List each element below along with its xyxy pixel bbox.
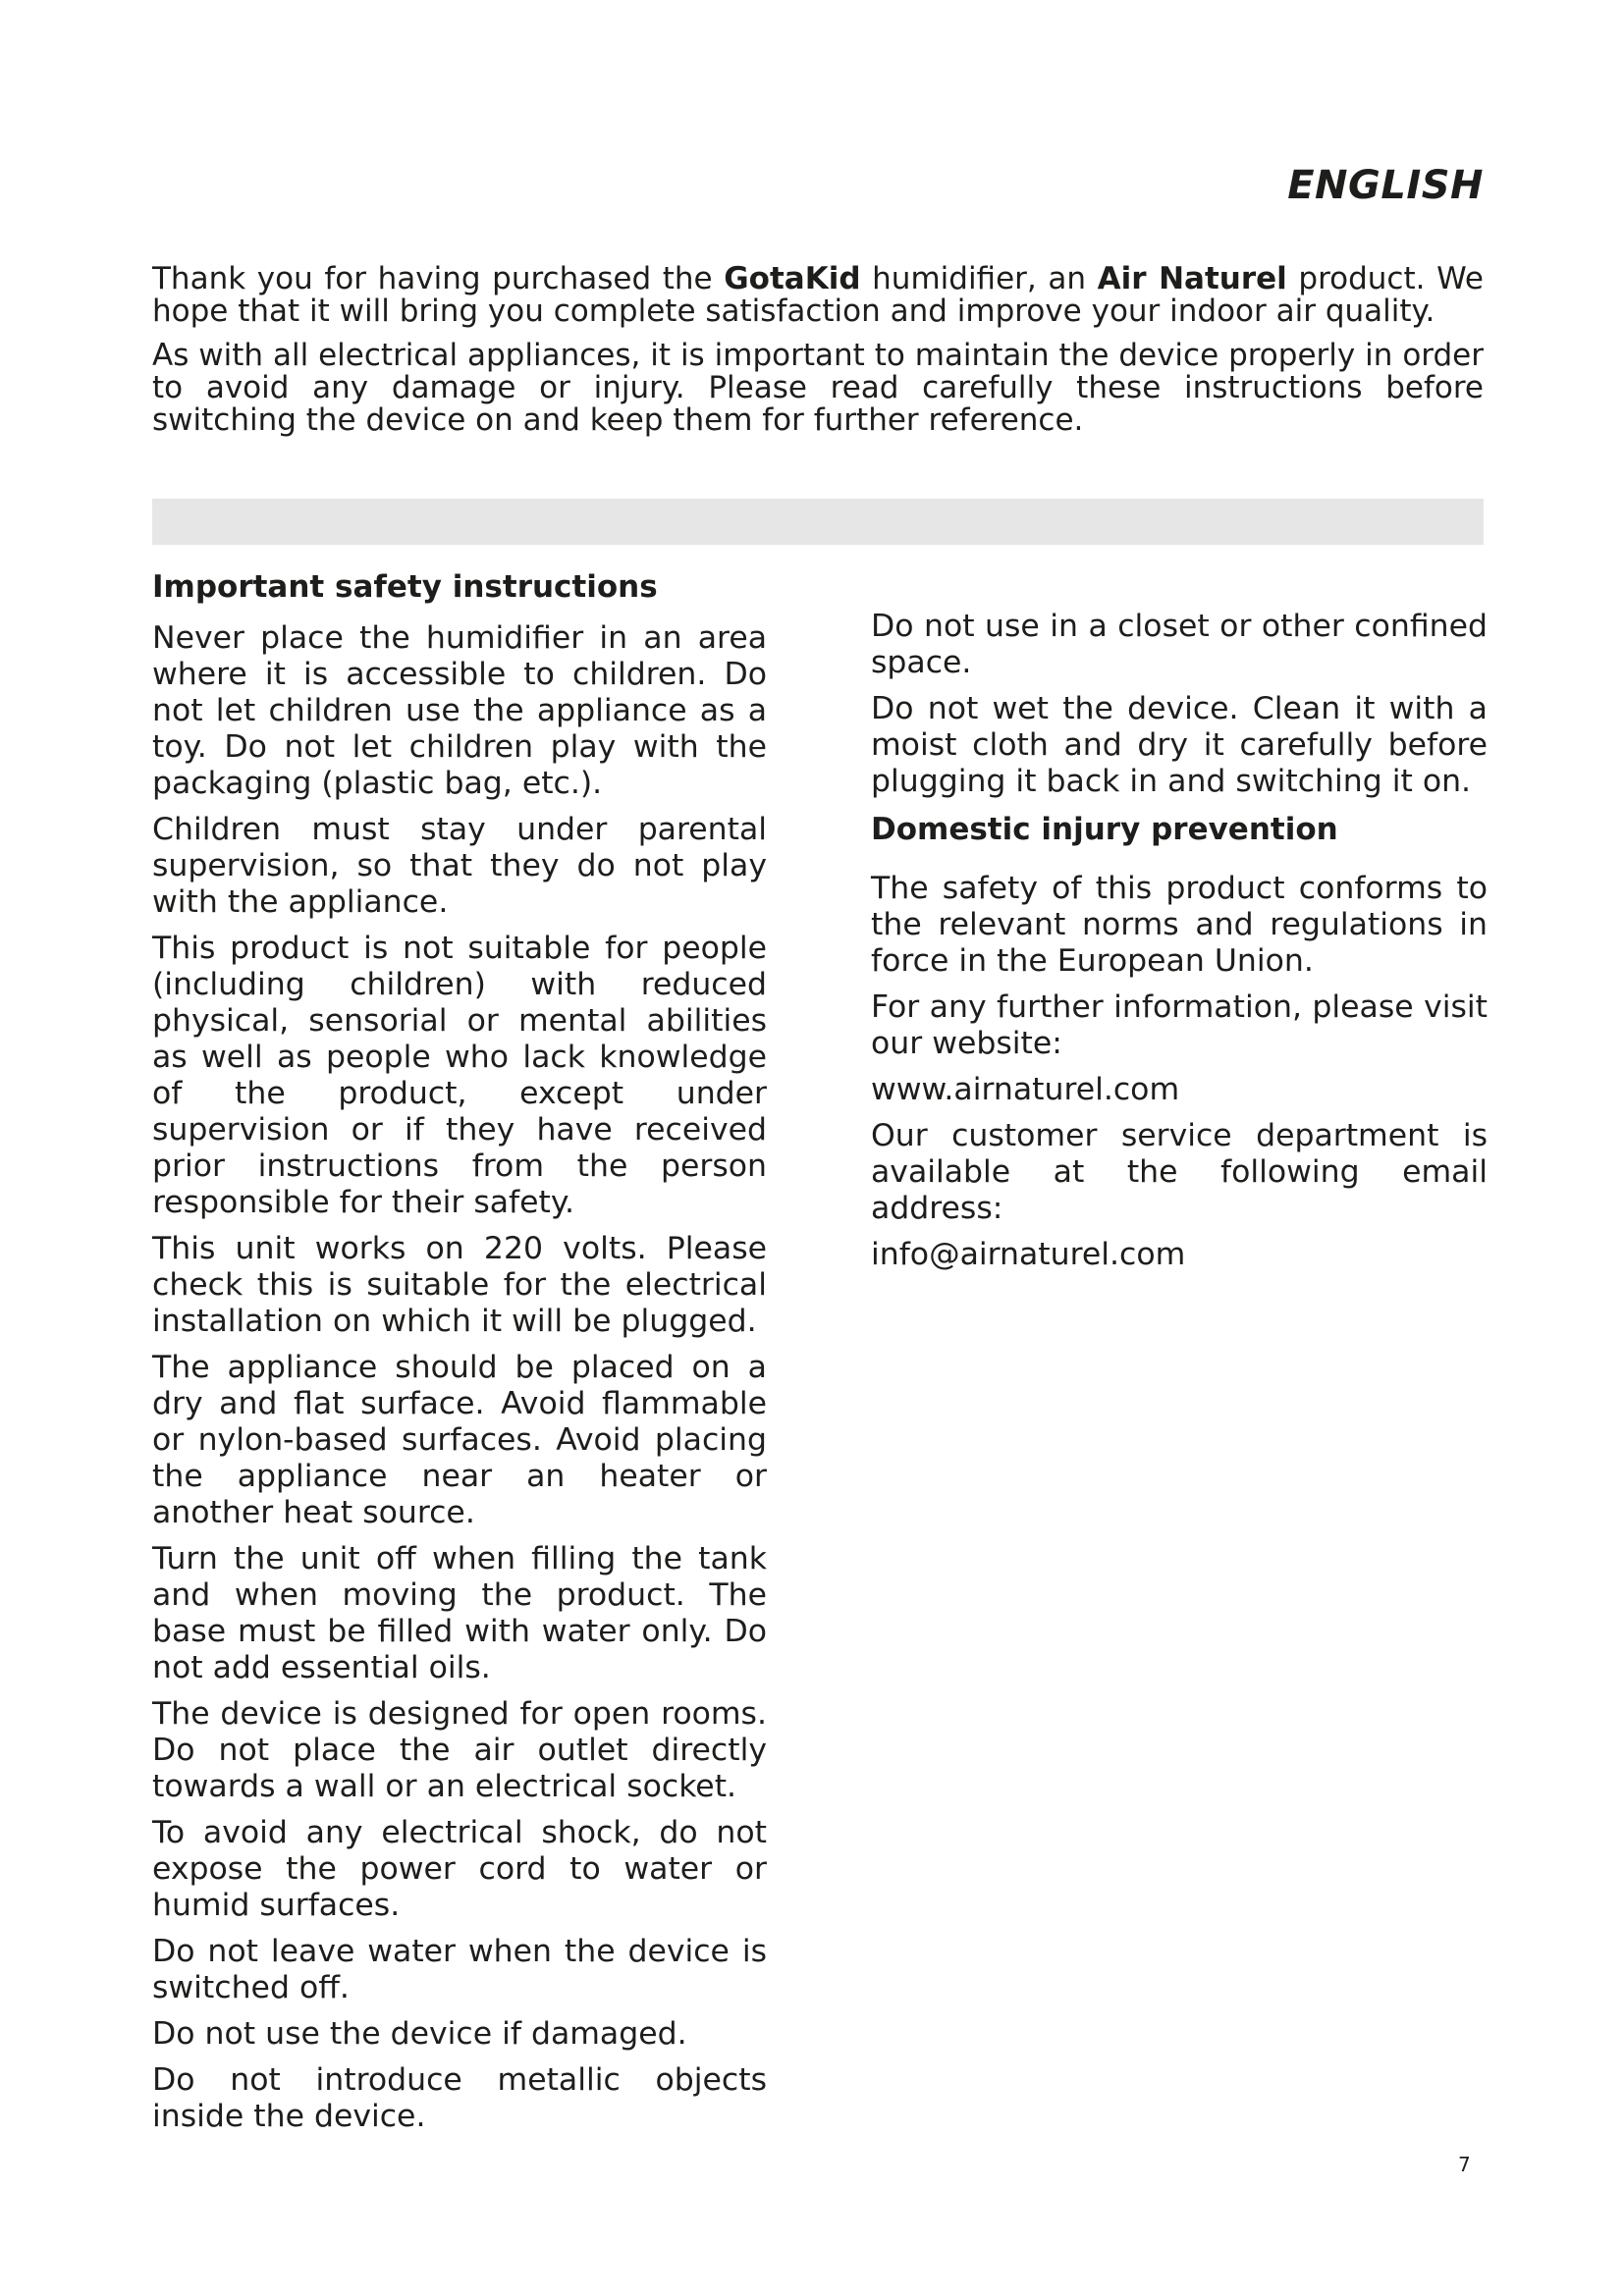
intro-section [152,263,1484,449]
language-heading: ENGLISH [1287,163,1484,208]
intro-paragraph-1 [152,263,1484,328]
safety-paragraph: Do not use the device if damaged. [152,2016,687,2052]
page-number: 7 [1458,2153,1471,2176]
brand-name: GotaKid [724,261,861,296]
domestic-paragraph: The safety of this product conforms to the relevant norms and regulations in force in the European Union. [871,871,1488,979]
domestic-paragraph: For any further information, please visit our website: [871,989,1488,1061]
domestic-paragraph: Our customer service department is available at the following email address: [871,1118,1488,1226]
safety-paragraph: Do not introduce metallic objects inside the device. [152,2062,767,2134]
safety-heading: Important safety instructions [152,569,658,605]
right-column [871,609,1488,1283]
website-link[interactable]: www.airnaturel.com [871,1072,1180,1107]
safety-paragraph: To avoid any electrical shock, do not expose the power cord to water or humid surfaces. [152,1815,767,1923]
intro-text: product. We hope that it will bring you complete satisfaction and improve your indoor air quality. [152,261,1484,329]
intro-text: humidifier, an [860,261,1098,296]
maker-name: Air Naturel [1097,261,1287,296]
safety-paragraph: This unit works on 220 volts. Please check this is suitable for the electrical installation on which it will be plugged. [152,1231,767,1339]
email-link[interactable]: info@airnaturel.com [871,1237,1186,1272]
left-column [152,567,767,2145]
safety-paragraph: This product is not suitable for people (including children) with reduced physical, sensorial or mental abilities as well as people who lack knowledge of the product, except under supervision or if they have received prior instructions from the person responsible for their safety. [152,931,767,1220]
safety-paragraph: The device is designed for open rooms. Do not place the air outlet directly towards a wall or an electrical socket. [152,1696,767,1804]
intro-text: Thank you for having purchased the [152,261,725,296]
section-divider-band [152,499,1484,545]
safety-paragraph: Do not use in a closet or other confined space. [871,609,1488,680]
safety-paragraph: Children must stay under parental supervision, so that they do not play with the appliance. [152,812,767,920]
safety-paragraph: Do not leave water when the device is switched off. [152,1934,767,2005]
safety-paragraph: Do not wet the device. Clean it with a moist cloth and dry it carefully before plugging it back in and switching it on. [871,691,1488,799]
safety-paragraph: Turn the unit off when filling the tank and when moving the product. The base must be filled with water only. Do not add essential oils. [152,1541,767,1685]
domestic-heading: Domestic injury prevention [871,812,1338,847]
safety-paragraph: The appliance should be placed on a dry and flat surface. Avoid flammable or nylon-based surfaces. Avoid placing the appliance near an heater or another heat source. [152,1350,767,1530]
intro-paragraph-2: As with all electrical appliances, it is important to maintain the device properly in order to avoid any damage or injury. Please read carefully these instructions before switching the device on and keep them for further reference. [152,338,1484,438]
safety-paragraph: Never place the humidifier in an area where it is accessible to children. Do not let children use the appliance as a toy. Do not let children play with the packaging (plastic bag, etc.). [152,620,767,801]
